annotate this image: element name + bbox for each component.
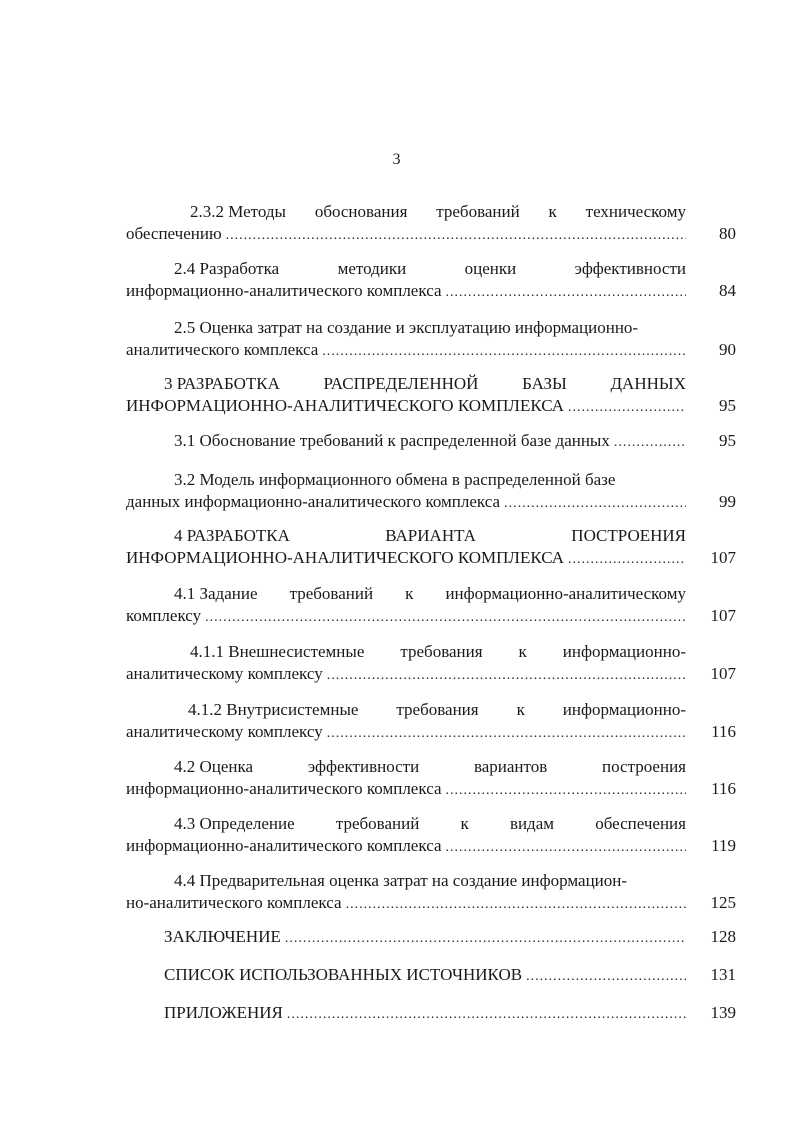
toc-leader-dots (526, 969, 686, 985)
toc-entry-line1 (164, 374, 686, 394)
toc-entry-line2 (126, 281, 686, 301)
toc-text: информационно-аналитического комплекса (126, 281, 442, 300)
toc-entry-line2 (126, 836, 686, 856)
toc-entry-line (164, 965, 686, 985)
toc-entry-line1 (174, 871, 686, 891)
toc-word: требования (396, 700, 479, 719)
toc-word: 4 РАЗРАБОТКА (174, 526, 290, 545)
toc-entry-line2 (126, 492, 686, 512)
toc-word: информационно- (562, 700, 686, 719)
toc-entry-line1 (190, 642, 686, 662)
toc-page-number: 107 (710, 606, 736, 625)
toc-text: ИНФОРМАЦИОННО-АНАЛИТИЧЕСКОГО КОМПЛЕКСА (126, 396, 565, 415)
toc-word: к (548, 202, 557, 221)
toc-entry-line2 (126, 893, 686, 913)
toc-word: видам (509, 814, 555, 833)
toc-entry-line1 (174, 584, 686, 604)
toc-word: техническому (585, 202, 686, 221)
toc-text: обеспечению (126, 224, 222, 243)
toc-word: 4.1.2 Внутрисистемные (188, 700, 359, 719)
toc-entry-line2 (126, 722, 686, 742)
toc-word: к (460, 814, 469, 833)
toc-word: требования (400, 642, 483, 661)
toc-word: оценки (464, 259, 517, 278)
toc-entry-line1 (174, 757, 686, 777)
toc-page-number: 116 (711, 722, 736, 741)
toc-page-number: 116 (711, 779, 736, 798)
toc-leader-dots (322, 344, 686, 360)
toc-word: информационно- (562, 642, 686, 661)
toc-page-number: 90 (719, 340, 736, 359)
toc-page-number: 107 (710, 548, 736, 567)
toc-entry-line1 (174, 470, 686, 490)
toc-leader-dots (205, 610, 686, 626)
toc-word: ДАННЫХ (610, 374, 686, 393)
toc-text: информационно-аналитического комплекса (126, 836, 442, 855)
toc-entry-line2 (126, 664, 686, 684)
toc-page-number: 95 (719, 396, 736, 415)
toc-leader-dots (446, 285, 687, 301)
toc-word: требований (289, 584, 374, 603)
toc-leader-dots (568, 400, 686, 416)
toc-word: построения (602, 757, 686, 776)
toc-word: 4.2 Оценка (174, 757, 254, 776)
toc-text: ЗАКЛЮЧЕНИЕ (164, 927, 281, 946)
toc-text: 3.1 Обоснование требований к распределенной базе данных (174, 431, 610, 450)
toc-word: требований (436, 202, 520, 221)
toc-leader-dots (614, 435, 686, 451)
toc-entry-line (174, 431, 686, 451)
toc-word: обоснования (314, 202, 408, 221)
toc-page-number: 84 (719, 281, 736, 300)
toc-leader-dots (285, 931, 686, 947)
toc-page-number: 131 (710, 965, 736, 984)
toc-leader-dots (504, 496, 686, 512)
toc-entry-line2 (126, 779, 686, 799)
toc-text: но-аналитического комплекса (126, 893, 342, 912)
toc-page-number: 99 (719, 492, 736, 511)
toc-page-number: 107 (710, 664, 736, 683)
toc-word: информационно-аналитическому (445, 584, 686, 603)
toc-entry-line (164, 927, 686, 947)
toc-text: ПРИЛОЖЕНИЯ (164, 1003, 283, 1022)
toc-word: ПОСТРОЕНИЯ (571, 526, 686, 545)
toc-entry-line1 (190, 202, 686, 222)
toc-entry-line1 (174, 318, 686, 338)
toc-leader-dots (346, 897, 686, 913)
toc-word: вариантов (473, 757, 548, 776)
toc-page-number: 95 (719, 431, 736, 450)
toc-entry-line (164, 1003, 686, 1023)
toc-text: комплексу (126, 606, 202, 625)
toc-word: к (516, 700, 525, 719)
toc-text: аналитическому комплексу (126, 722, 323, 741)
toc-word: 2.3.2 Методы (190, 202, 286, 221)
toc-entry-line2 (126, 224, 686, 244)
toc-word: БАЗЫ (522, 374, 567, 393)
toc-text: аналитического комплекса (126, 340, 319, 359)
toc-page-number: 125 (710, 893, 736, 912)
toc-leader-dots (568, 552, 686, 568)
toc-entry-line2 (126, 396, 686, 416)
toc-text: аналитическому комплексу (126, 664, 323, 683)
toc-text: 3.2 Модель информационного обмена в распределенной базе (174, 470, 616, 489)
toc-word: 4.1 Задание (174, 584, 258, 603)
toc-entry-line1 (174, 526, 686, 546)
toc-leader-dots (446, 840, 687, 856)
toc-page-number: 139 (710, 1003, 736, 1022)
toc-text: СПИСОК ИСПОЛЬЗОВАННЫХ ИСТОЧНИКОВ (164, 965, 523, 984)
toc-leader-dots (327, 726, 686, 742)
toc-text: информационно-аналитического комплекса (126, 779, 442, 798)
toc-word: эффективности (307, 757, 420, 776)
toc-word: требований (335, 814, 420, 833)
toc-word: методики (337, 259, 407, 278)
toc-entry-line1 (174, 259, 686, 279)
toc-word: к (405, 584, 414, 603)
toc-word: обеспечения (595, 814, 686, 833)
toc-page-number: 128 (710, 927, 736, 946)
toc-word: 4.1.1 Внешнесистемные (190, 642, 365, 661)
toc-entry-line2 (126, 606, 686, 626)
toc-leader-dots (446, 783, 687, 799)
toc-word: ВАРИАНТА (385, 526, 476, 545)
toc-word: 3 РАЗРАБОТКА (164, 374, 280, 393)
toc-text: 4.4 Предварительная оценка затрат на создание информацион- (174, 871, 628, 890)
toc-word: 2.4 Разработка (174, 259, 280, 278)
toc-page-number: 119 (711, 836, 736, 855)
toc-leader-dots (226, 228, 686, 244)
toc-word: эффективности (574, 259, 686, 278)
toc-entry-line2 (126, 548, 686, 568)
toc-leader-dots (327, 668, 686, 684)
toc-word: к (518, 642, 527, 661)
toc-text: 2.5 Оценка затрат на создание и эксплуатацию информационно- (174, 318, 639, 337)
toc-text: данных информационно-аналитического комплекса (126, 492, 501, 511)
page-number: 3 (392, 151, 401, 168)
toc-entry-line1 (188, 700, 686, 720)
toc-leader-dots (287, 1007, 686, 1023)
toc-entry-line2 (126, 340, 686, 360)
toc-page-number: 80 (719, 224, 736, 243)
toc-word: РАСПРЕДЕЛЕННОЙ (323, 374, 479, 393)
toc-text: ИНФОРМАЦИОННО-АНАЛИТИЧЕСКОГО КОМПЛЕКСА (126, 548, 565, 567)
toc-entry-line1 (174, 814, 686, 834)
toc-word: 4.3 Определение (174, 814, 295, 833)
